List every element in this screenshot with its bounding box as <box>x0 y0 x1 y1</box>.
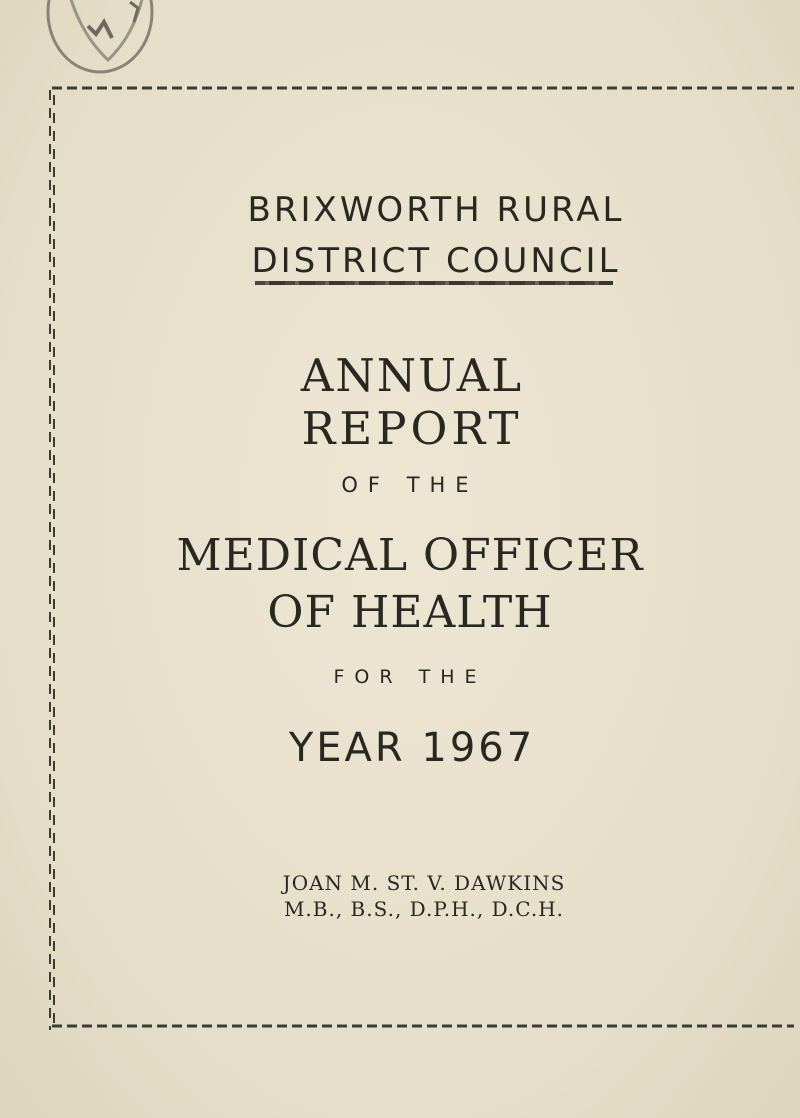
subject-of-health: OF HEALTH <box>267 587 553 638</box>
council-name-line1: BRIXWORTH RURAL <box>247 190 625 230</box>
title-annual: ANNUAL <box>300 349 524 402</box>
subject-medical-officer: MEDICAL OFFICER <box>176 530 644 581</box>
title-report: REPORT <box>301 402 523 455</box>
connector-for-the: FOR THE <box>333 666 487 688</box>
border-top <box>52 84 794 92</box>
council-name-line2: DISTRICT COUNCIL <box>251 241 621 281</box>
council-seal-emblem <box>38 0 168 80</box>
author-name: JOAN M. ST. V. DAWKINS <box>282 871 566 895</box>
council-underline <box>255 281 613 285</box>
author-qualifications: M.B., B.S., D.P.H., D.C.H. <box>283 897 565 921</box>
border-bottom <box>52 1022 794 1030</box>
connector-of-the: OF THE <box>341 473 479 497</box>
report-year: YEAR 1967 <box>288 725 536 771</box>
